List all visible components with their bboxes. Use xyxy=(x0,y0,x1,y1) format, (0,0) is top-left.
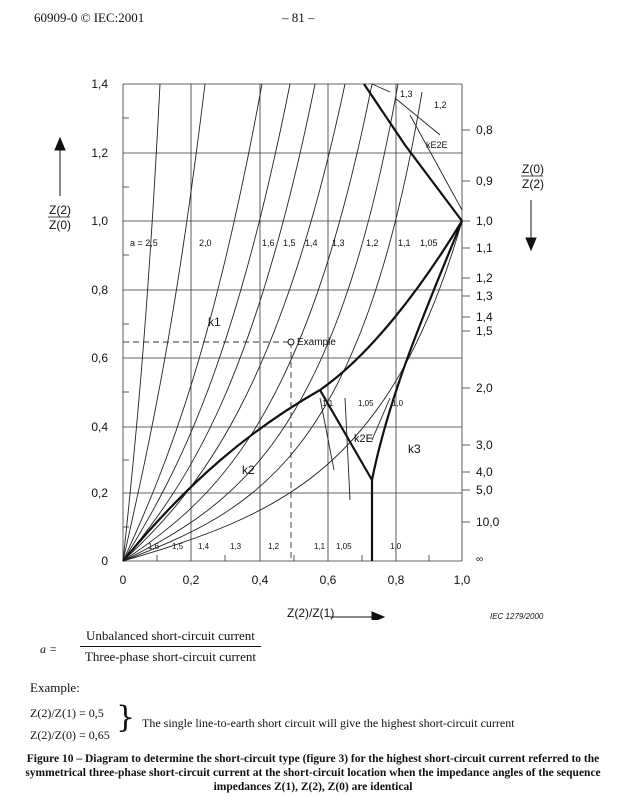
right-tick-label: ∞ xyxy=(476,554,484,565)
left-axis-label-denominator: Z(0) xyxy=(49,218,71,232)
right-tick-label: 0,8 xyxy=(476,123,493,137)
a-curve-label-bottom: 1,4 xyxy=(198,542,210,551)
right-tick-label: 1,0 xyxy=(476,214,493,228)
y-tick-label: 0,4 xyxy=(91,420,108,434)
a-curve-label-top: 1,05 xyxy=(420,238,438,248)
example-line-2: Z(2)/Z(0) = 0,65 xyxy=(30,728,110,742)
right-axis-ticks xyxy=(462,130,470,522)
a-curve-label-bottom: 1,0 xyxy=(390,542,402,551)
iec-reference: IEC 1279/2000 xyxy=(490,612,544,621)
a-curve-label-bottom: 1,05 xyxy=(336,542,352,551)
figure-caption: Figure 10 – Diagram to determine the short-circuit type (figure 3) for the highest short-circuit current referred to the symmetrical three-phase short-circuit current at the short-circuit location when the impedance angles of the sequence impedances Z(1), Z(2), Z(0) are identical xyxy=(25,753,601,793)
formula-fraction xyxy=(80,628,261,665)
a-curve-label-bottom: 1,1 xyxy=(314,542,326,551)
formula-a-label: a = xyxy=(40,642,58,656)
right-tick-label: 0,9 xyxy=(476,174,493,188)
k2E-curve-label: 1,1 xyxy=(322,399,334,408)
a-curve-label-top: 1,5 xyxy=(283,238,296,248)
page-number: – 81 – xyxy=(282,10,315,25)
right-tick-label: 3,0 xyxy=(476,438,493,452)
y-tick-label: 0,6 xyxy=(91,351,108,365)
example-brace: } xyxy=(116,700,136,735)
example-note: The single line-to-earth short circuit will give the highest short-circuit current xyxy=(142,716,515,730)
minor-ticks xyxy=(123,118,429,561)
a-curve-label-bottom: 1,6 xyxy=(148,542,160,551)
a-curve-label-top: 1,4 xyxy=(305,238,318,248)
y-tick-label: 1,0 xyxy=(91,214,108,228)
right-tick-label: 1,4 xyxy=(476,310,493,324)
x-tick-label: 0,8 xyxy=(387,573,405,587)
y-tick-label: 1,4 xyxy=(91,77,108,91)
k2E-curve-label: 1,0 xyxy=(392,399,404,408)
kE2E-curve-label: 1,2 xyxy=(434,100,447,110)
right-tick-label: 4,0 xyxy=(476,465,493,479)
region-k2-label: k2 xyxy=(242,463,255,477)
y-tick-label: 0,8 xyxy=(91,283,108,297)
example-line-1: Z(2)/Z(1) = 0,5 xyxy=(30,706,104,720)
x-axis-label: Z(2)/Z(1) xyxy=(287,606,335,620)
formula-numerator: Unbalanced short-circuit current xyxy=(80,628,261,647)
region-k1-label: k1 xyxy=(208,315,221,329)
a-curve-label-top: 2,0 xyxy=(199,238,212,248)
x-axis-arrow xyxy=(330,612,384,620)
x-tick-label: 1,0 xyxy=(453,573,471,587)
right-arrow-down xyxy=(526,200,536,250)
right-tick-label: 2,0 xyxy=(476,381,493,395)
right-axis-label-denominator: Z(2) xyxy=(522,177,544,191)
left-axis-label-numerator: Z(2) xyxy=(49,203,71,217)
right-axis-label-numerator: Z(0) xyxy=(522,162,544,176)
x-tick-label: 0,6 xyxy=(319,573,337,587)
example-guides xyxy=(123,342,291,561)
x-tick-label: 0,2 xyxy=(182,573,200,587)
right-tick-label: 1,5 xyxy=(476,324,493,338)
y-tick-label: 1,2 xyxy=(91,146,108,160)
region-k3-label: k3 xyxy=(408,442,421,456)
x-tick-label: 0 xyxy=(119,573,127,587)
page-header-standard: 60909-0 © IEC:2001 xyxy=(34,10,145,25)
a-curve-label-top: 1,2 xyxy=(366,238,379,248)
example-point-label: Example xyxy=(297,337,336,348)
example-point xyxy=(288,339,294,345)
right-tick-label: 1,3 xyxy=(476,289,493,303)
k2E-curve-label: 1,05 xyxy=(358,399,374,408)
right-tick-label: 10,0 xyxy=(476,515,500,529)
kE2E-curve-label: 1,3 xyxy=(400,89,413,99)
example-title: Example: xyxy=(30,680,80,695)
y-tick-label: 0,2 xyxy=(91,486,108,500)
right-tick-label: 1,1 xyxy=(476,241,493,255)
region-k2E-label: k2E xyxy=(354,433,373,445)
formula-denominator: Three-phase short-circuit current xyxy=(84,649,257,664)
region-boundaries xyxy=(123,84,462,561)
left-arrow-up xyxy=(55,138,65,196)
region-kE2E-label: kE2E xyxy=(426,140,448,150)
right-tick-label: 1,2 xyxy=(476,271,493,285)
a-curve-label-bottom: 1,5 xyxy=(172,542,184,551)
grid-lines xyxy=(123,84,462,561)
iso-a-curves xyxy=(123,84,462,561)
a-curve-label-top: 1,1 xyxy=(398,238,411,248)
a-curve-label-bottom: 1,3 xyxy=(230,542,242,551)
a-curve-label-bottom: 1,2 xyxy=(268,542,280,551)
x-tick-label: 0,4 xyxy=(251,573,269,587)
right-tick-label: 5,0 xyxy=(476,483,493,497)
a-curve-label-top: 1,3 xyxy=(332,238,345,248)
y-tick-label: 0 xyxy=(101,554,108,568)
a-curve-label-top: a = 2,5 xyxy=(130,238,158,248)
a-curve-label-top: 1,6 xyxy=(262,238,275,248)
